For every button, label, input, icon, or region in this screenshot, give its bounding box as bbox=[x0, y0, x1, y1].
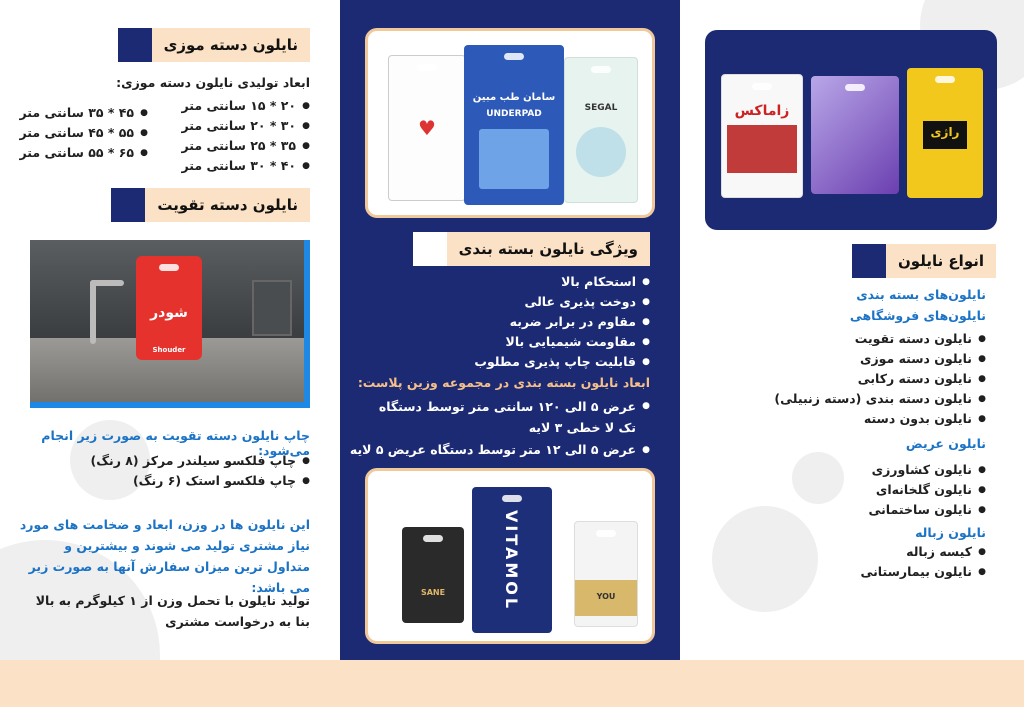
list-item: ● ۶۵ * ۵۵ سانتی متر bbox=[18, 143, 148, 163]
heading-square bbox=[413, 232, 447, 266]
bag-text: زاماکس bbox=[734, 103, 790, 119]
list-item: ● مقاومت شیمیایی بالا bbox=[370, 332, 650, 352]
list-item: ● نایلون دسته موزی bbox=[766, 349, 986, 369]
store-items-list bbox=[766, 329, 986, 429]
bag-image bbox=[907, 68, 983, 198]
list-item: ● نایلون کشاورزی bbox=[786, 460, 986, 480]
list-item: ● ۴۰ * ۳۰ سانتی متر bbox=[170, 156, 310, 176]
packaging-bags-photo-2 bbox=[365, 468, 655, 644]
list-item: ● نایلون دسته تقویت bbox=[766, 329, 986, 349]
list-item: ● نایلون دسته بندی (دسته زنبیلی) bbox=[766, 389, 986, 409]
footer-band bbox=[0, 660, 1024, 707]
banana-heading bbox=[118, 28, 310, 62]
list-item: ● چاپ فلکسو سیلندر مرکز (۸ رنگ) bbox=[90, 451, 310, 471]
wide-heading: نایلون عریض bbox=[905, 436, 986, 451]
kitchen-photo bbox=[30, 240, 310, 408]
list-item: ● نایلون گلخانه‌ای bbox=[786, 480, 986, 500]
list-item: ● ۴۵ * ۳۵ سانتی متر bbox=[18, 103, 148, 123]
list-item: ● نایلون ساختمانی bbox=[786, 500, 986, 520]
heading-square bbox=[852, 244, 886, 278]
bag-image: ♥ bbox=[388, 55, 466, 201]
list-item: ● کیسه زباله bbox=[786, 542, 986, 562]
list-item: ● نایلون بیمارستانی bbox=[786, 562, 986, 582]
reinforced-bag-image bbox=[136, 256, 202, 360]
dims-intro: ابعاد نایلون بسته بندی در مجموعه وزین پلاست: bbox=[357, 375, 650, 390]
note-blue: این نایلون ها در وزن، ابعاد و ضخامت های مورد نیاز مشتری تولید می شوند و بیشترین و متداول ترین میزان سفارش آنها به صورت زیر می باشد: bbox=[19, 517, 310, 595]
cat-packaging: نایلون‌های بسته بندی bbox=[856, 287, 986, 302]
bag-image bbox=[564, 57, 638, 203]
bag-text: VITAMOL bbox=[502, 509, 522, 611]
cat-store: نایلون‌های فروشگاهی bbox=[849, 308, 986, 323]
shopping-bags-photo bbox=[705, 30, 997, 230]
list-item: ● چاپ فلکسو استک (۶ رنگ) bbox=[90, 471, 310, 491]
feature-heading-label: ویژگی نایلون بسته بندی bbox=[447, 232, 650, 266]
list-item: ● عرض ۵ الی ۱۲ متر توسط دستگاه عریض ۵ لایه bbox=[370, 440, 650, 460]
waste-items-list bbox=[786, 542, 986, 582]
bag-image bbox=[811, 76, 899, 194]
bag-text: شودر bbox=[150, 305, 188, 321]
list-item: ● مقاوم در برابر ضربه bbox=[370, 312, 650, 332]
print-methods-list bbox=[90, 451, 310, 491]
list-item: ● نایلون بدون دسته bbox=[766, 409, 986, 429]
dims-list bbox=[349, 396, 650, 460]
note-black: تولید نایلون با تحمل وزن از ۱ کیلوگرم به بالا بنا به درخواست مشتری bbox=[35, 593, 310, 629]
bag-image bbox=[721, 74, 803, 198]
bag-image bbox=[472, 487, 552, 633]
types-heading bbox=[852, 244, 996, 278]
packaging-bags-photo bbox=[365, 28, 655, 218]
list-item: ● ۳۰ * ۲۰ سانتی متر bbox=[170, 116, 310, 136]
heading-square bbox=[118, 28, 152, 62]
list-item: ● عرض ۵ الی ۱۲۰ سانتی متر توسط دستگاه تک لا خطی ۳ لایه bbox=[370, 396, 650, 438]
reinforced-heading-label: نایلون دسته تقویت bbox=[145, 188, 310, 222]
heading-square bbox=[111, 188, 145, 222]
wide-items-list bbox=[786, 460, 986, 520]
reinforced-heading bbox=[111, 188, 310, 222]
feature-list bbox=[370, 272, 650, 372]
bag-text: Shouder bbox=[152, 346, 186, 354]
bag-text: SEGAL bbox=[584, 103, 618, 113]
list-item: ● استحکام بالا bbox=[370, 272, 650, 292]
banana-sizes-col2 bbox=[18, 103, 148, 163]
bag-text: YOU bbox=[596, 592, 616, 601]
bag-text: راژی bbox=[930, 125, 960, 139]
bag-text: UNDERPAD bbox=[486, 108, 542, 119]
banana-intro: ابعاد تولیدی نایلون دسته موزی: bbox=[116, 75, 310, 90]
list-item: ● ۲۰ * ۱۵ سانتی متر bbox=[170, 96, 310, 116]
list-item: ● نایلون دسته رکابی bbox=[766, 369, 986, 389]
bag-image bbox=[574, 521, 638, 627]
banana-heading-label: نایلون دسته موزی bbox=[152, 28, 310, 62]
bag-text: سامان طب مبین bbox=[472, 91, 556, 103]
print-intro: چاپ نایلون دسته تقویت به صورت زیر انجام می‌شود: bbox=[41, 428, 310, 458]
list-item: ● دوخت پذیری عالی bbox=[370, 292, 650, 312]
bag-image bbox=[464, 45, 564, 205]
types-heading-label: انواع نایلون bbox=[886, 244, 996, 278]
middle-panel bbox=[340, 0, 680, 660]
list-item: ● ۳۵ * ۲۵ سانتی متر bbox=[170, 136, 310, 156]
bag-text: SANE bbox=[420, 587, 446, 597]
waste-heading: نایلون زباله bbox=[915, 525, 986, 540]
banana-sizes-col1 bbox=[170, 96, 310, 176]
feature-heading bbox=[413, 232, 650, 266]
list-item: ● ۵۵ * ۴۵ سانتی متر bbox=[18, 123, 148, 143]
bag-image bbox=[402, 527, 464, 623]
list-item: ● قابلیت چاپ پذیری مطلوب bbox=[370, 352, 650, 372]
